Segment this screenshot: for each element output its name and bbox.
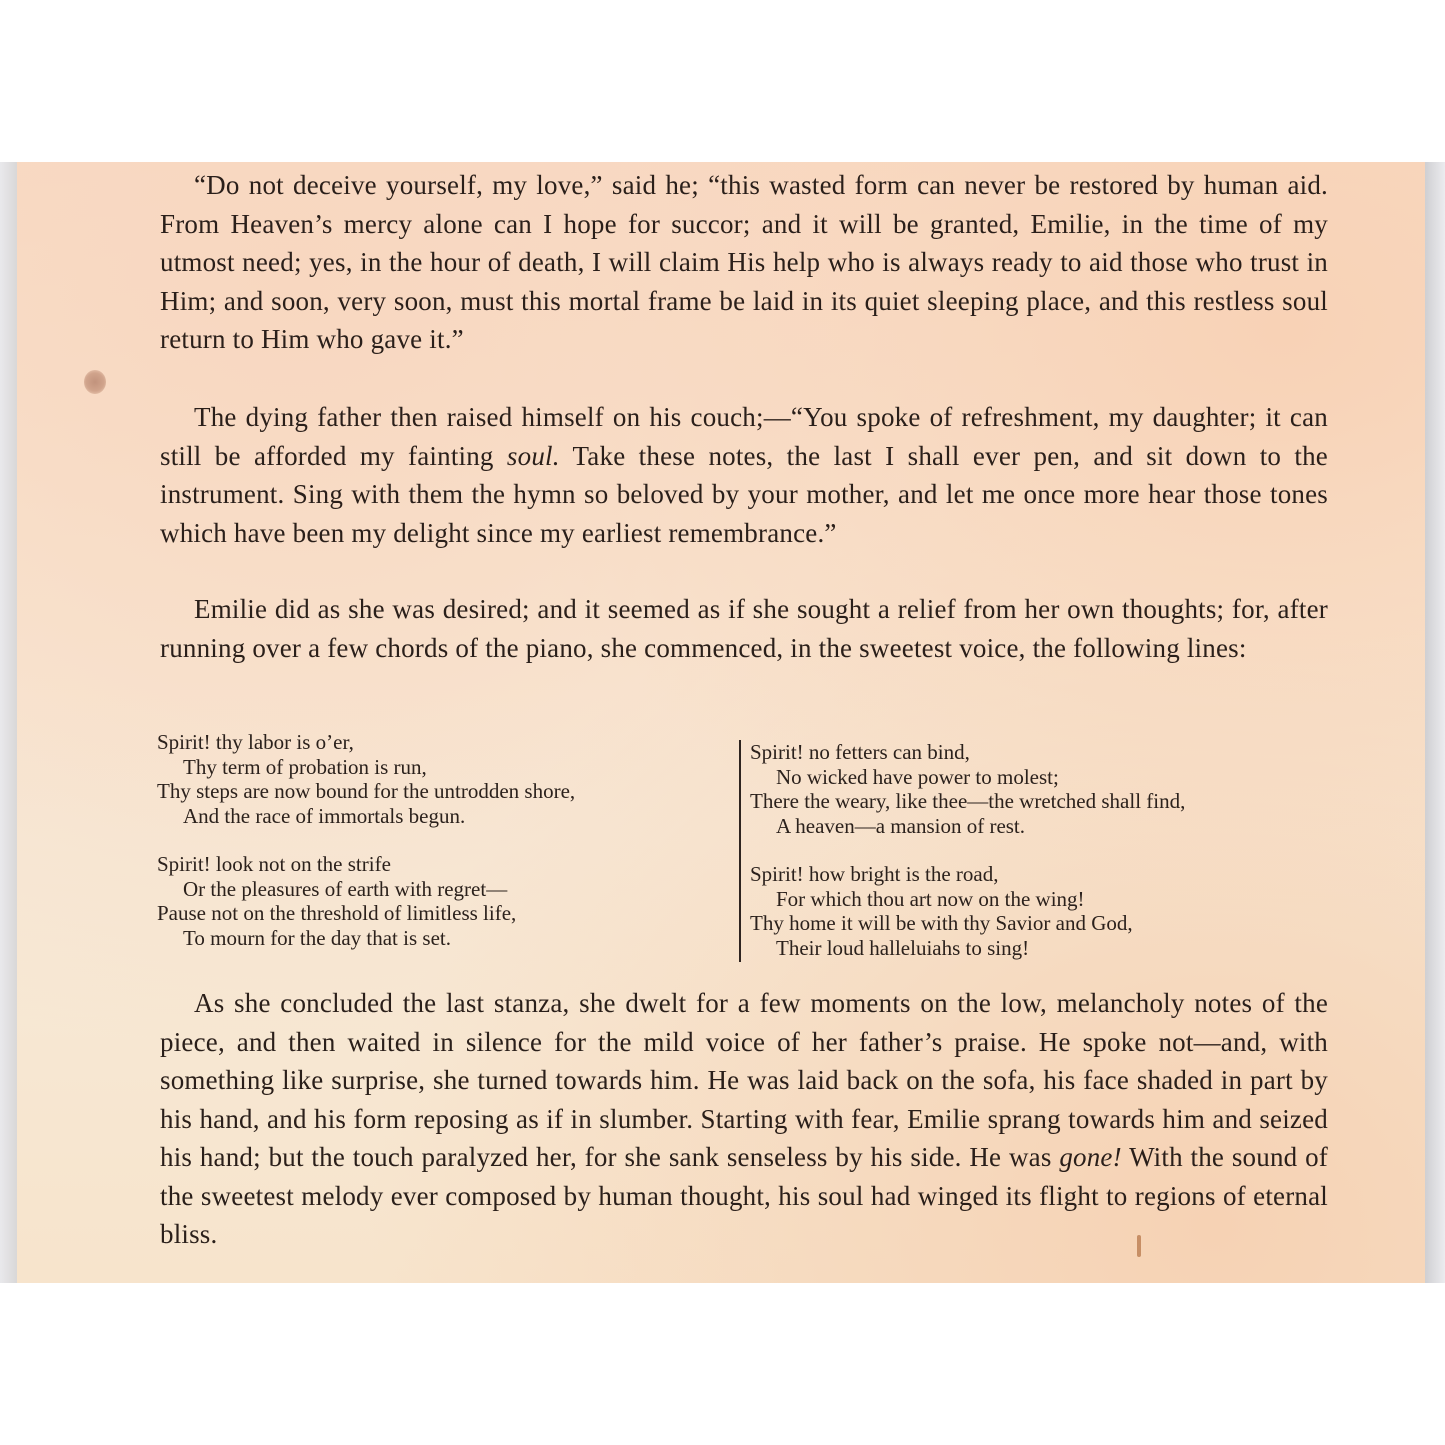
paragraph-text: With the sound of the sweetest melody ever composed by human thought, his soul had winged its flight to regions of eternal bliss. (160, 1142, 1328, 1249)
paragraph-block-2 (160, 398, 1328, 552)
poem-column-right (739, 740, 1350, 962)
verse-line: There the weary, like thee—the wretched shall find, (750, 789, 1186, 813)
paragraph-block-3 (160, 590, 1328, 667)
italic-word: soul. (506, 440, 560, 471)
italic-word: gone! (1059, 1142, 1122, 1172)
verse-line: For which thou art now on the wing! (776, 886, 1085, 911)
verse-line: Spirit! thy labor is o’er, (157, 730, 354, 754)
verse-line: Thy term of probation is run, (183, 754, 427, 779)
stanza (750, 740, 1350, 838)
stanza (750, 862, 1350, 960)
verse-line: And the race of immortals begun. (183, 803, 466, 828)
paragraph-text: As she concluded the last stanza, she dwelt for a few moments on the low, melancholy notes of the piece, and then waited in silence for the mild voice of her father’s praise. He spoke not—and, with something like surprise, she turned towards him. He was laid back on the sofa, his face shaded in part by his hand, and his form reposing as if in slumber. Starting with fear, Emilie sprang towards him and seized his hand; but the touch paralyzed her, for she sank senseless by his side. He was (160, 988, 1328, 1172)
verse-line: Their loud halleluiahs to sing! (776, 935, 1030, 960)
paragraph-block-1 (160, 166, 1328, 359)
verse-line: Spirit! look not on the strife (157, 852, 391, 876)
stanza (157, 730, 727, 828)
hymn-poem (157, 730, 1347, 962)
verse-line: No wicked have power to molest; (776, 764, 1059, 789)
paragraph-emilie-sings: Emilie did as she was desired; and it seemed as if she sought a relief from her own thoughts; for, after running over a few chords of the piano, she commenced, in the sweetest voice, the following lines: (160, 594, 1328, 663)
book-page (17, 162, 1425, 1283)
verse-line: Pause not on the threshold of limitless life, (157, 901, 517, 925)
verse-line: A heaven—a mansion of rest. (776, 813, 1026, 838)
paragraph-dying-father (160, 398, 1328, 552)
paragraph-text: Take these notes, the last I shall ever pen, and sit down to the instrument. Sing with them the hymn so beloved by your mother, and let me once more hear those tones which have been my delight since my earliest remembrance.” (160, 440, 1328, 548)
paragraph-conclusion (160, 984, 1328, 1254)
verse-line: Thy home it will be with thy Savior and God, (750, 911, 1133, 935)
paragraph-text: The dying father then raised himself on his couch;—“You spoke of refreshment, my daughter; it can still be afforded my fainting (160, 402, 1328, 471)
stanza (157, 852, 727, 950)
foxing-stain (84, 370, 106, 394)
verse-line: Spirit! how bright is the road, (750, 862, 999, 886)
verse-line: Thy steps are now bound for the untrodden shore, (157, 779, 576, 803)
verse-line: To mourn for the day that is set. (183, 925, 451, 950)
scan-edge-right (1425, 162, 1445, 1283)
paragraph-block-4 (160, 984, 1328, 1254)
poem-column-left (157, 730, 727, 974)
verse-line: Or the pleasures of earth with regret— (183, 876, 508, 901)
verse-line: Spirit! no fetters can bind, (750, 740, 970, 764)
paragraph-father-speech: “Do not deceive yourself, my love,” said he; “this wasted form can never be restored by human aid. From Heaven’s mercy alone can I hope for succor; and it will be granted, Emilie, in the time of my utmost need; yes, in the hour of death, I will claim His help who is always ready to aid those who trust in Him; and soon, very soon, must this mortal frame be laid in its quiet sleeping place, and this restless soul return to Him who gave it.” (160, 170, 1328, 354)
scan-edge-left (0, 162, 18, 1283)
